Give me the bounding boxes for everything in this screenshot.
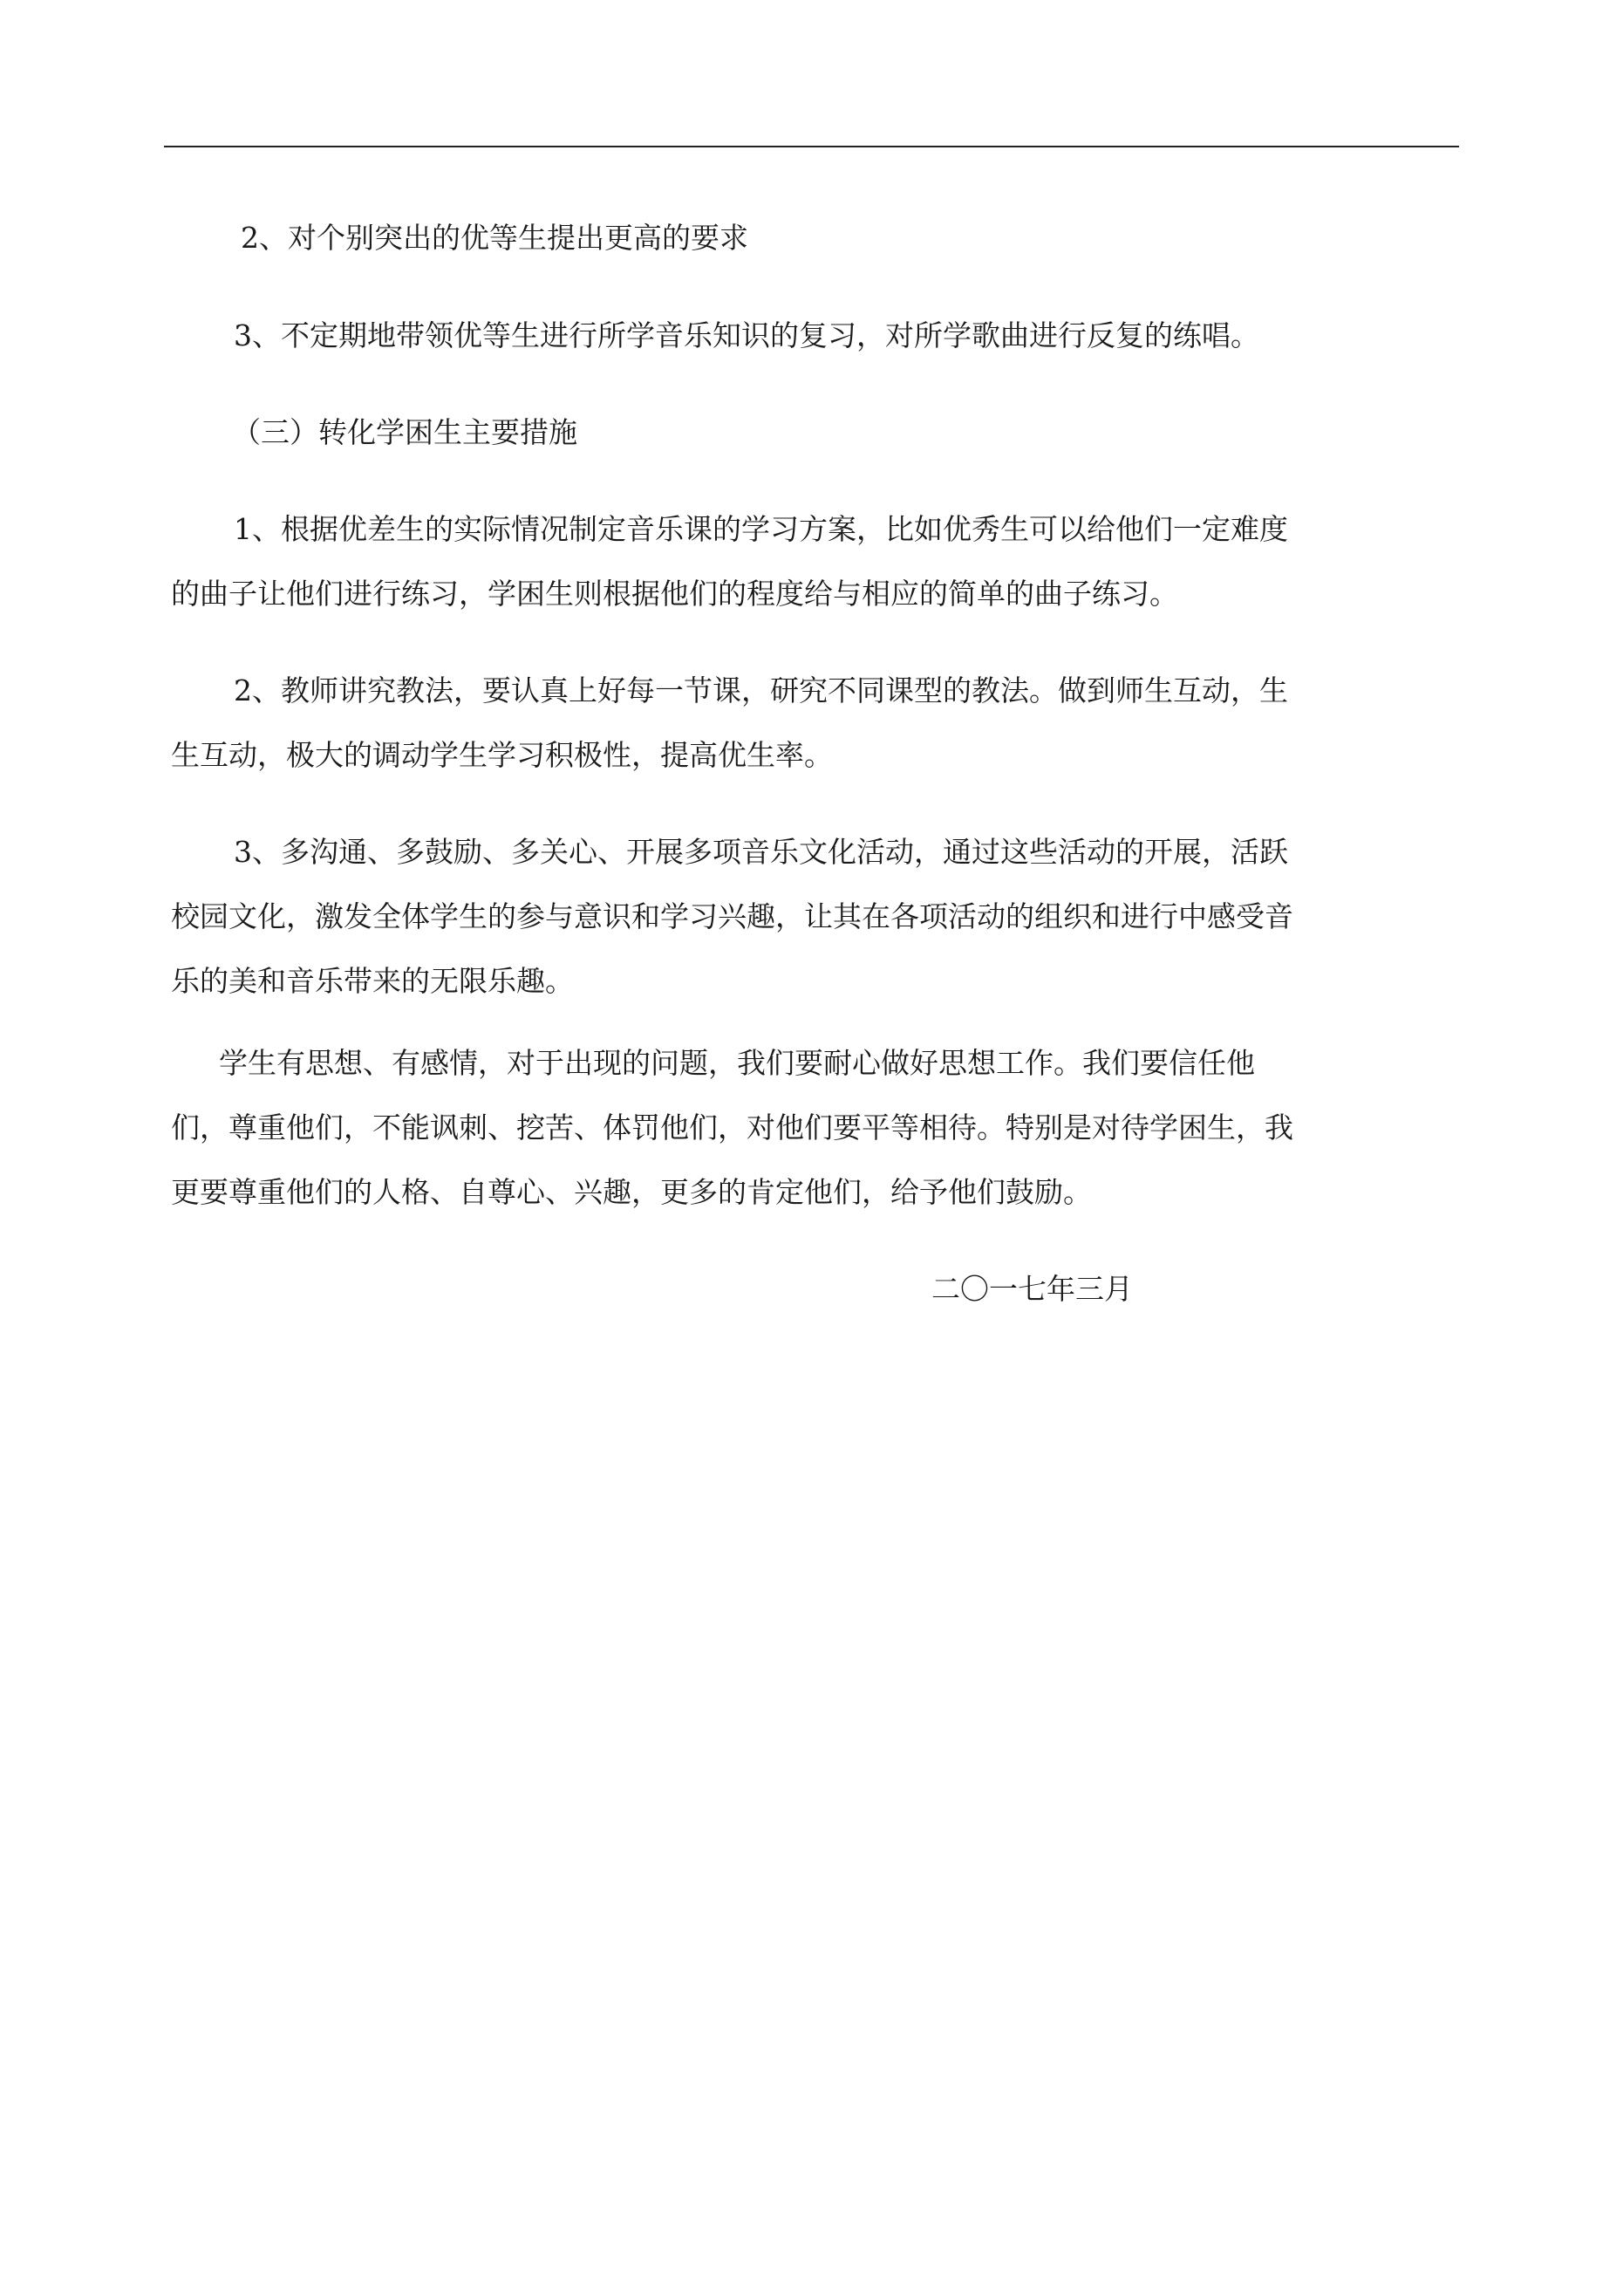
paragraph-communication-activities <box>171 820 1453 1014</box>
paragraph-line: （三）转化学困生主要措施 <box>232 415 577 449</box>
section-heading-struggling-students <box>171 400 1514 465</box>
paragraph-respect-students <box>171 1031 1453 1225</box>
paragraph-line: 们，尊重他们，不能讽刺、挖苦、体罚他们，对他们要平等相待。特别是对待学困生，我 <box>171 1110 1293 1145</box>
paragraph-line: 校园文化，激发全体学生的参与意识和学习兴趣，让其在各项活动的组织和进行中感受音 <box>171 899 1293 933</box>
paragraph-line: 乐的美和音乐带来的无限乐趣。 <box>171 964 574 998</box>
signature-date: 二〇一七年三月 <box>931 1272 1133 1306</box>
paragraph-line: 1、根据优差生的实际情况制定音乐课的学习方案，比如优秀生可以给他们一定难度 <box>234 512 1288 546</box>
paragraph-teaching-methods <box>171 659 1453 788</box>
paragraph-line: 学生有思想、有感情，对于出现的问题，我们要耐心做好思想工作。我们要信任他 <box>219 1046 1255 1080</box>
header-rule <box>164 146 1459 147</box>
paragraph-line: 生互动，极大的调动学生学习积极性，提高优生率。 <box>171 738 833 772</box>
paragraph-line: 3、多沟通、多鼓励、多关心、开展多项音乐文化活动，通过这些活动的开展，活跃 <box>234 835 1288 869</box>
paragraph-top-students-higher-requirements <box>171 206 1523 270</box>
paragraph-line: 更要尊重他们的人格、自尊心、兴趣，更多的肯定他们，给予他们鼓励。 <box>171 1175 1092 1209</box>
paragraph-learning-plan <box>171 497 1453 626</box>
paragraph-line: 3、不定期地带领优等生进行所学音乐知识的复习，对所学歌曲进行反复的练唱。 <box>234 318 1259 352</box>
paragraph-review-practice <box>171 304 1516 368</box>
paragraph-line: 2、对个别突出的优等生提出更高的要求 <box>241 221 748 255</box>
paragraph-line: 的曲子让他们进行练习，学困生则根据他们的程度给与相应的简单的曲子练习。 <box>171 577 1178 611</box>
paragraph-line: 2、教师讲究教法，要认真上好每一节课，研究不同课型的教法。做到师生互动，生 <box>234 673 1288 707</box>
